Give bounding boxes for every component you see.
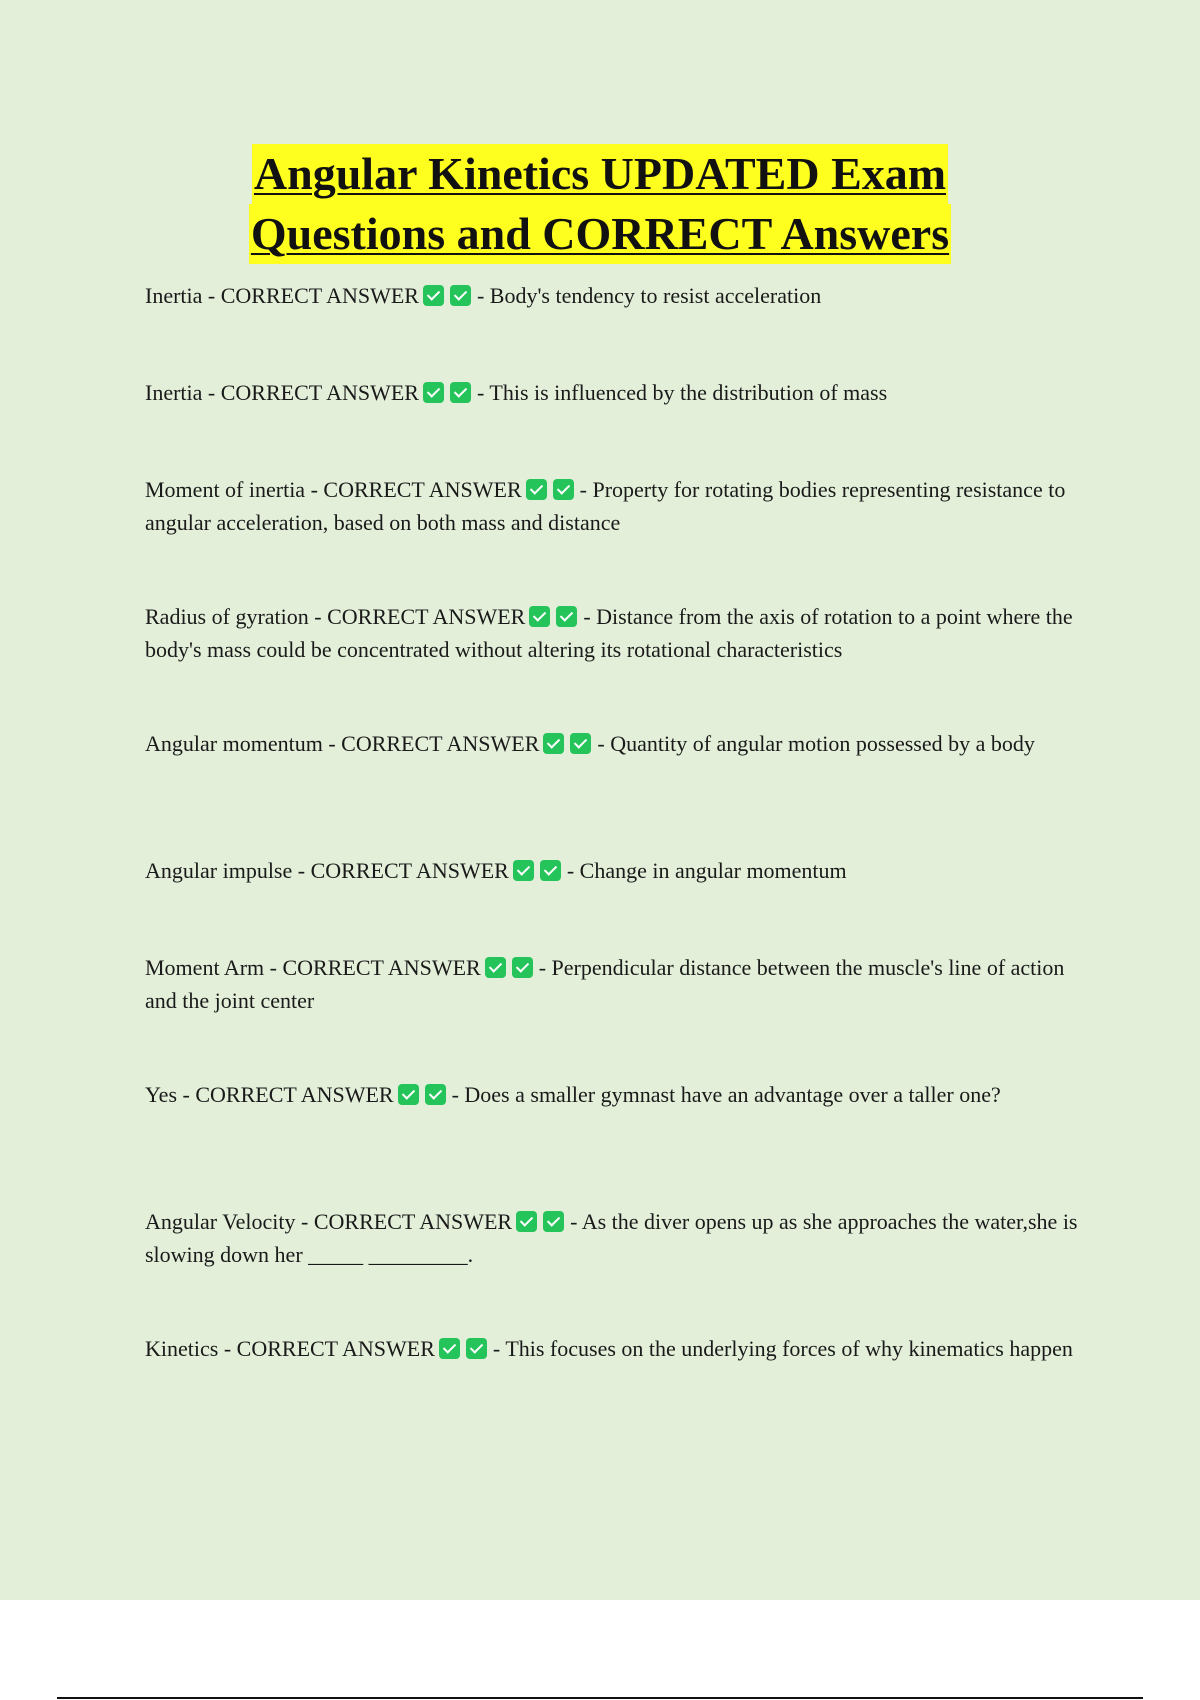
qa-term: Angular momentum [145, 731, 323, 756]
qa-definition: - Quantity of angular motion possessed by a body [597, 731, 1035, 756]
document-title [0, 144, 1200, 264]
qa-definition: - Property for rotating bodies representing resistance to angular acceleration, based on both mass and distance [145, 477, 1066, 535]
qa-definition: - Does a smaller gymnast have an advantage over a taller one? [451, 1082, 1001, 1107]
qa-marker: - CORRECT ANSWER [322, 731, 540, 756]
qa-definition: - Distance from the axis of rotation to a point where the body's mass could be concentrated without altering its rotational characteristics [145, 604, 1073, 662]
qa-definition: - Change in angular momentum [566, 858, 847, 883]
qa-marker: - CORRECT ANSWER [305, 477, 522, 502]
qa-item [145, 855, 1080, 888]
title-line-1: Angular Kinetics UPDATED Exam [252, 144, 948, 204]
qa-item [145, 1333, 1080, 1366]
check-mark-icon [398, 1084, 419, 1105]
qa-marker: - CORRECT ANSWER [264, 955, 481, 980]
check-mark-icon [512, 957, 533, 978]
qa-term: Moment Arm [145, 955, 265, 980]
qa-definition: - Perpendicular distance between the muscle's line of action and the joint center [145, 955, 1065, 1013]
check-mark-icon [556, 606, 577, 627]
qa-item [145, 952, 1080, 1017]
check-mark-icon [543, 1211, 564, 1232]
check-mark-icon [529, 606, 550, 627]
qa-marker: - CORRECT ANSWER [308, 604, 526, 629]
check-mark-icon [425, 1084, 446, 1105]
footer-divider [57, 1697, 1143, 1699]
qa-marker: - CORRECT ANSWER [202, 283, 419, 308]
qa-item [145, 280, 1080, 313]
check-mark-icon [466, 1338, 487, 1359]
check-mark-icon [439, 1338, 460, 1359]
qa-term: Yes [145, 1082, 178, 1107]
check-mark-icon [570, 733, 591, 754]
check-mark-icon [450, 382, 471, 403]
check-mark-icon [526, 479, 547, 500]
qa-definition: - As the diver opens up as she approaches the water,she is slowing down her _____ _________. [145, 1209, 1078, 1267]
qa-item [145, 601, 1080, 666]
qa-term: Angular Velocity [145, 1209, 296, 1234]
check-mark-icon [450, 285, 471, 306]
qa-item [145, 377, 1080, 410]
check-mark-icon [485, 957, 506, 978]
qa-term: Angular impulse [145, 858, 293, 883]
qa-marker: - CORRECT ANSWER [292, 858, 509, 883]
qa-marker: - CORRECT ANSWER [295, 1209, 513, 1234]
qa-marker: - CORRECT ANSWER [177, 1082, 394, 1107]
check-mark-icon [540, 860, 561, 881]
qa-item [145, 1079, 1080, 1112]
qa-term: Moment of inertia [145, 477, 306, 502]
qa-item [145, 728, 1080, 761]
qa-definition: - This focuses on the underlying forces of why kinematics happen [492, 1336, 1073, 1361]
check-mark-icon [513, 860, 534, 881]
check-mark-icon [516, 1211, 537, 1232]
qa-term: Radius of gyration [145, 604, 309, 629]
qa-item [145, 1206, 1080, 1271]
qa-term: Kinetics [145, 1336, 219, 1361]
qa-term: Inertia [145, 380, 203, 405]
qa-marker: - CORRECT ANSWER [218, 1336, 435, 1361]
qa-definition: - Body's tendency to resist acceleration [476, 283, 822, 308]
check-mark-icon [543, 733, 564, 754]
qa-term: Inertia [145, 283, 203, 308]
check-mark-icon [423, 285, 444, 306]
qa-definition: - This is influenced by the distribution of mass [476, 380, 888, 405]
qa-item [145, 474, 1080, 539]
check-mark-icon [423, 382, 444, 403]
check-mark-icon [553, 479, 574, 500]
qa-marker: - CORRECT ANSWER [202, 380, 419, 405]
title-line-2: Questions and CORRECT Answers [249, 204, 951, 264]
